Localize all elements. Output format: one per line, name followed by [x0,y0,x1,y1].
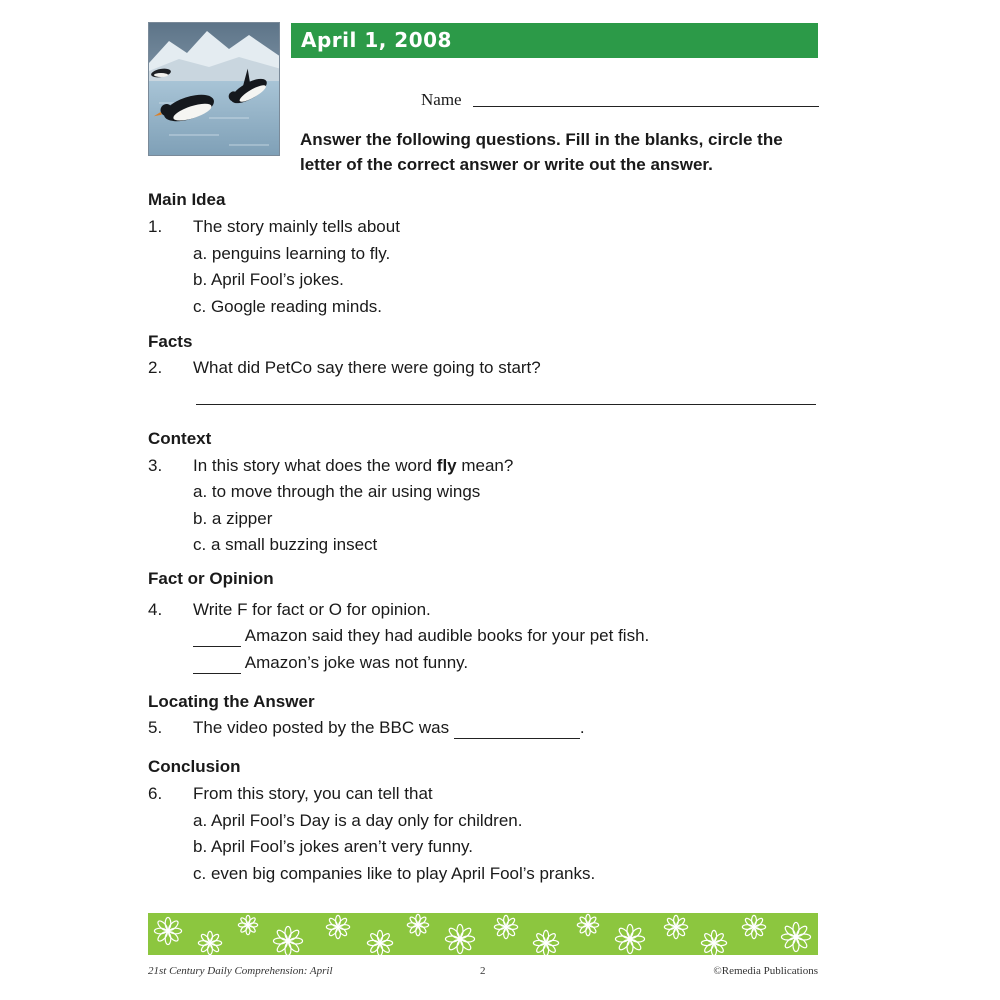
question-text [193,718,585,739]
answer-option[interactable]: a. to move through the air using wings [193,482,481,501]
penguins-photo [148,22,280,156]
question-number: 1. [148,217,163,236]
fact-opinion-item [193,626,649,647]
question-number: 4. [148,600,163,619]
question-text-start: The video posted by the BBC was [193,718,454,737]
question-number: 2. [148,358,163,377]
date-title: April 1, 2008 [291,23,818,58]
answer-option[interactable]: b. April Fool’s jokes. [193,270,344,289]
question-text: From this story, you can tell that [193,784,433,803]
page-number: 2 [480,965,486,977]
flower-pattern-icon [148,913,818,955]
answer-blank-line[interactable] [196,404,816,405]
statement-text: Amazon said they had audible books for your pet fish. [244,626,650,645]
question-text: What did PetCo say there were going to start? [193,358,541,377]
question-text-end: . [579,718,585,737]
footer-book-title: 21st Century Daily Comprehension: April [148,965,333,977]
section-heading-facts: Facts [148,332,193,351]
section-heading-fact-or-opinion: Fact or Opinion [148,569,274,588]
answer-option[interactable]: c. Google reading minds. [193,297,382,316]
answer-option[interactable]: c. even big companies like to play April Fool’s pranks. [193,864,596,883]
section-heading-conclusion: Conclusion [148,757,241,776]
question-number: 3. [148,456,163,475]
instructions: Answer the following questions. Fill in the blanks, circle the letter of the correct answer or write out the answer. [300,130,783,174]
footer-copyright: ©Remedia Publications [713,965,818,977]
name-label: Name [421,90,462,109]
name-blank-line[interactable] [473,106,819,107]
question-number: 5. [148,718,163,737]
answer-option[interactable]: b. a zipper [193,509,273,528]
question-number: 6. [148,784,163,803]
section-heading-locating-the-answer: Locating the Answer [148,692,315,711]
fact-opinion-blank[interactable] [193,626,241,647]
fact-opinion-blank[interactable] [193,653,241,674]
section-heading-context: Context [148,429,212,448]
answer-option[interactable]: c. a small buzzing insect [193,535,378,554]
answer-option[interactable]: a. April Fool’s Day is a day only for children. [193,811,523,830]
question-text-start: In this story what does the word [193,456,437,475]
question-text: Write F for fact or O for opinion. [193,600,431,619]
name-field[interactable] [421,88,819,110]
vocabulary-word: fly [436,456,457,475]
fact-opinion-item [193,653,468,674]
question-text-end: mean? [456,456,514,475]
answer-option[interactable]: b. April Fool’s jokes aren’t very funny. [193,837,474,856]
answer-option[interactable]: a. penguins learning to fly. [193,244,391,263]
fill-in-blank[interactable] [454,718,580,739]
section-heading-main-idea: Main Idea [148,190,226,209]
statement-text: Amazon’s joke was not funny. [244,653,469,672]
question-text [193,456,513,476]
question-text: The story mainly tells about [193,217,400,236]
